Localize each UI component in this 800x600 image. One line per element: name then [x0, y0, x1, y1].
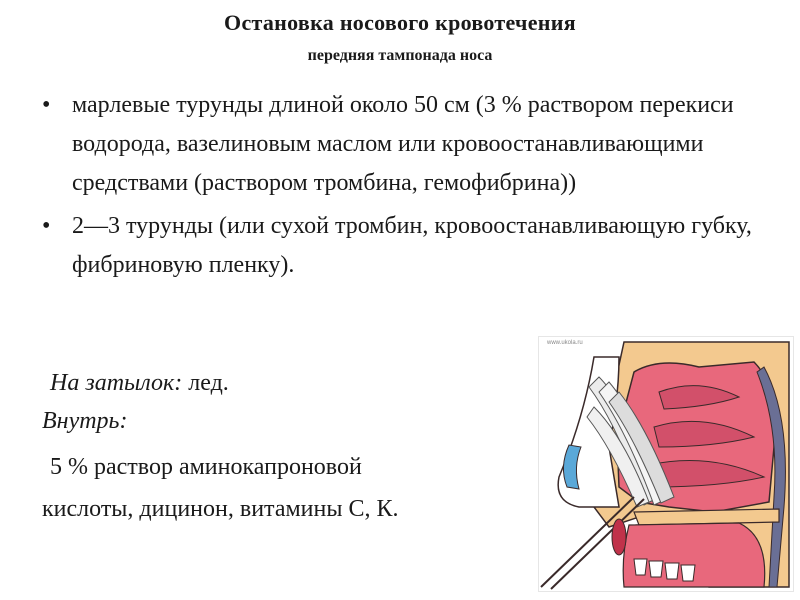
occiput-line	[50, 368, 229, 398]
nasal-tamponade-illustration	[538, 336, 794, 592]
slide-title: Остановка носового кровотечения	[224, 10, 576, 35]
internal-label: Внутрь:	[42, 408, 128, 434]
bullet-list	[40, 86, 770, 289]
bullet-text: 2—3 турунды (или сухой тромбин, кровоостанавливающую губку, фибриновую пленку).	[72, 213, 752, 278]
slide-subtitle: передняя тампонада носа	[307, 47, 493, 64]
internal-line-2: кислоты, дицинон, витамины С, К.	[42, 496, 399, 522]
hard-palate	[634, 509, 779, 525]
bullet-dot: •	[42, 213, 51, 239]
nasal-cavity-diagram	[539, 337, 793, 591]
bullet-item	[40, 207, 770, 285]
occiput-value: лед.	[188, 370, 229, 396]
bullet-item	[40, 86, 770, 203]
figure-watermark: www.ukola.ru	[547, 340, 583, 346]
bullet-dot: •	[42, 92, 51, 118]
internal-line-1: 5 % раствор аминокапроновой	[50, 454, 362, 480]
bullet-text: марлевые турунды длиной около 50 см (3 % раствором перекиси водорода, вазелиновым маслом или кровоостанавливающими средствами (раствором тромбина, гемофибрина))	[72, 92, 734, 196]
occiput-label: На затылок:	[50, 370, 183, 396]
sinus-cavity	[612, 519, 626, 555]
